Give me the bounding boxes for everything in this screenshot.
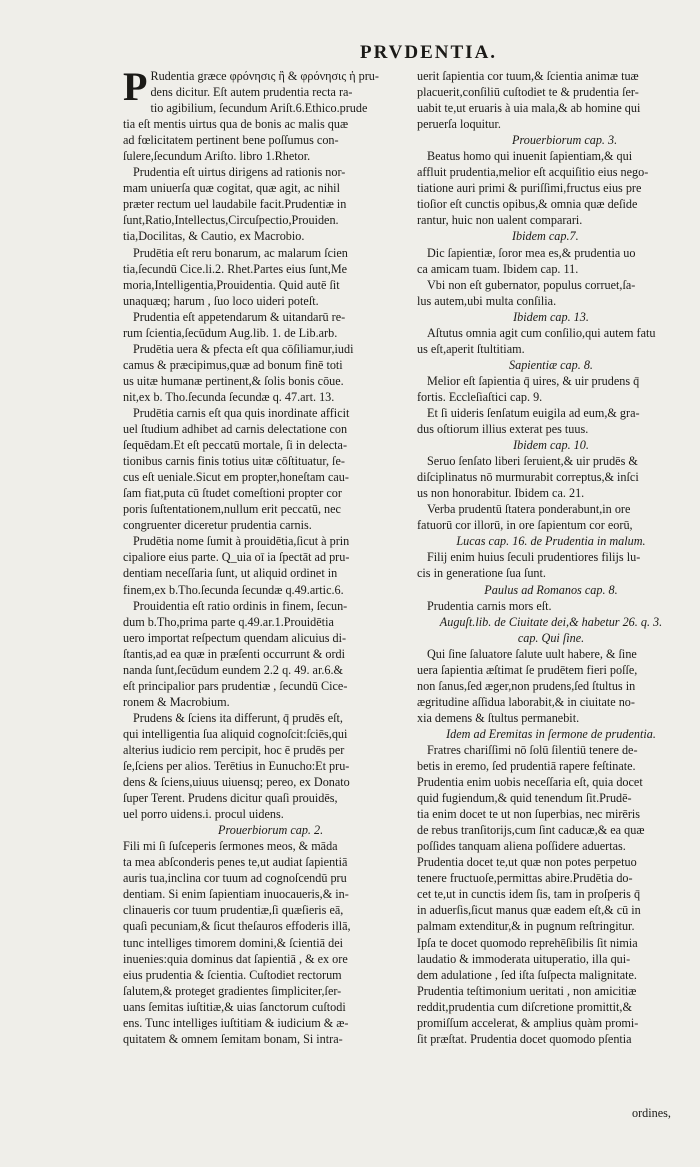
left-column <box>123 68 398 1047</box>
text-line: Fili mi ſi ſuſceperis ſermones meos, & māda <box>123 839 338 854</box>
text-line: eſt principalior pars prudentiæ , ſecundū Cice- <box>123 678 348 693</box>
text-line: tia eſt mentis uirtus qua de bonis ac malis quæ <box>123 117 349 132</box>
text-line: Prudētia carnis eſt qua quis inordinate afficit <box>133 405 350 420</box>
text-line: cet te,ut in cunctis idem ſis, tam in proſperis q̄ <box>417 887 641 902</box>
text-line: promiſſum accelerat, & amplius quàm promi- <box>417 1015 639 1030</box>
text-line: ſam fiat,puta cū ſtudet comeſtioni propter cor <box>123 486 342 501</box>
section-heading: Auguſt.lib. de Ciuitate dei,& habetur 26. q. 3. <box>439 614 663 629</box>
text-line: laudatio & immoderata uituperatio, illa qui- <box>417 951 631 966</box>
text-line: finem,ex b.Tho.ſecunda ſecundæ q.49.artic.6. <box>123 582 344 597</box>
text-line: unaquæq; harum , ſuo loco uideri poteſt. <box>123 293 319 308</box>
text-line: nanda ſunt,ſecūdum eundem 2.2 q. 49. ar.6.& <box>123 662 344 677</box>
catchword: ordines, <box>632 1106 671 1120</box>
text-line: cis in generatione ſua ſunt. <box>417 566 546 581</box>
text-line: ſuper Terent. Prudens dicitur quaſi prouidēs, <box>123 791 338 806</box>
text-line: Prudentia docet te,ut quæ non potes perpetuo <box>417 855 637 870</box>
text-line: Rudentia græce φρόνησις ἢ & φρόνησις ἡ pru- <box>150 69 379 83</box>
text-line: tia,Docilitas, & Cautio, ex Macrobio. <box>123 229 305 244</box>
text-line: ca amicam tuam. Ibidem cap. 11. <box>417 261 579 276</box>
text-line: ad fœlicitatem pertinent bene poſſumus con- <box>123 133 339 148</box>
text-line: inuenies:quia dominus dat ſapientiā , & ex ore <box>123 951 348 966</box>
text-line: tia enim docet te ut non ſuperbias, nec mirēris <box>417 807 641 822</box>
text-line: Verba prudentū ſtatera ponderabunt,in ore <box>427 502 631 517</box>
text-line: Prudentia teſtimonium ueritati , non amicitiæ <box>417 983 637 998</box>
text-line: Fratres chariſſimi nō ſolū ſilentiū tenere de- <box>427 742 638 757</box>
section-heading: Ibidem cap. 13. <box>513 309 589 324</box>
text-line: poris ſuſtentationem,nullum erit peccatū, nec <box>123 502 341 517</box>
running-head: PRVDENTIA. <box>360 42 498 63</box>
text-line: lus autem,ubi multa conſilia. <box>417 293 557 308</box>
text-line: camus & præcipimus,quæ ad bonum finē toti <box>123 357 343 372</box>
text-line: Prouidentia eſt ratio ordinis in finem, ſecun- <box>133 598 348 613</box>
text-line: ta mea abſconderis penes te,ut audiat ſapientiā <box>123 855 348 870</box>
text-line: Prudentia carnis mors eſt. <box>427 598 552 613</box>
section-heading: Ibidem cap.7. <box>512 229 579 244</box>
text-line: peruerſa loquitur. <box>417 117 501 132</box>
text-line: Prudentia eſt uirtus dirigens ad rationis nor- <box>133 165 346 180</box>
text-line: tioſior eſt cunctis opibus,& omnia quæ deſide <box>417 197 638 212</box>
section-heading: Ibidem cap. 10. <box>513 438 589 453</box>
text-line: us uitæ humanæ pertinent,& ſolis bonis cōue. <box>123 373 344 388</box>
text-line: non ſanus,ſed æger,non prudens,ſed ſtultus in <box>417 678 636 693</box>
text-line: tia,ſecundū Cice.li.2. Rhet.Partes eius ſunt,Me <box>123 261 348 276</box>
text-line: xia demens & ſtultus permanebit. <box>417 710 580 725</box>
text-line: uel porro uidens.i. procul uidens. <box>123 807 284 822</box>
text-line: uerit ſapientia cor tuum,& ſcientia animæ tuæ <box>417 69 639 83</box>
text-line: ens. Tunc intelliges iuſtitiam & iudicium & æ- <box>123 1015 349 1030</box>
text-line: rantur, huic non ualent comparari. <box>417 213 583 228</box>
text-line: ſtantis,ad ea quæ in præſenti occurrunt & ordi <box>123 646 346 661</box>
text-line: dem adulatione , ſed iſta ſuſpecta malignitate. <box>417 967 637 982</box>
text-line: us eſt,aperit ſtultitiam. <box>417 341 525 356</box>
text-line: quitatem & omnem ſemitam bonam, Si intra- <box>123 1031 343 1046</box>
text-line: qui intelligentia ſua aliquid cognoſcit:ſciēs,qui <box>123 726 348 741</box>
text-line: auris tua,inclina cor tuum ad cognoſcendū pru <box>123 871 347 886</box>
text-line: dentiam. Si enim ſapientiam inuocaueris,& in- <box>123 887 349 902</box>
text-line: Prudens & ſciens ita differunt, q̄ prudēs eſt, <box>133 710 343 725</box>
text-line: tenere fructuoſe,permittas abire.Prudētia do- <box>417 871 633 886</box>
text-line: tunc intelliges timorem domini,& ſcientiā dei <box>123 935 344 950</box>
text-line: præter rectum uel laudabile facit.Prudentiæ in <box>123 197 347 212</box>
text-line: betis in eremo, ſed prudentiā rapere feſtinate. <box>417 759 636 774</box>
text-line: Dic ſapientiæ, ſoror mea es,& prudentia uo <box>427 245 636 260</box>
section-heading: Sapientiæ cap. 8. <box>509 357 593 372</box>
text-line: Et ſi uideris ſenſatum euigila ad eum,& gra- <box>427 405 640 420</box>
text-line: palmam extenditur,& in pugnum reſtringitur. <box>417 919 635 934</box>
text-line: alterius iudicio rem percipit, hoc ē prudēs per <box>123 742 345 757</box>
text-line: fortis. Eccleſiaſtici cap. 9. <box>417 389 543 404</box>
text-line: ſe,ſciens per alios. Terētius in Eunucho:Et pru- <box>123 759 350 774</box>
text-line: Vbi non eſt gubernator, populus corruet,ſa- <box>427 277 636 292</box>
text-line: rum ſcientia,ſecūdum Aug.lib. 1. de Lib.arb. <box>123 325 338 340</box>
text-line: uans ſemitas iuſtitiæ,& uias ſanctorum cuſtodi <box>123 999 346 1014</box>
text-line: affluit prudentia,melior eſt acquiſitio eius nego- <box>417 165 649 180</box>
section-heading: Prouerbiorum cap. 2. <box>218 823 324 838</box>
text-line: Beatus homo qui inuenit ſapientiam,& qui <box>427 149 633 164</box>
text-line: diſciplinatus nō murmurabit correptus,& inſci <box>417 470 639 485</box>
text-line: us non honorabitur. Ibidem ca. 21. <box>417 486 585 501</box>
text-line: dentiam neceſſaria ſunt, ut aliquid ordinet in <box>123 566 338 581</box>
text-line: Prudētia nome ſumit à prouidētia,ſicut à prin <box>133 534 350 549</box>
text-line: moria,Intelligentia,Prouidentia. Quid autē ſit <box>123 277 340 292</box>
text-line: ſalutem,& proteget gradientes ſimpliciter,ſer- <box>123 983 342 998</box>
text-line: Prudētia uera & pfecta eſt qua cōſiliamur,iudi <box>133 341 354 356</box>
text-line: dens dicitur. Eſt autem prudentia recta ra- <box>150 85 353 100</box>
text-line: Filij enim huius ſeculi prudentiores filijs lu- <box>427 550 641 565</box>
text-line: eius prudentia & ſcientia. Cuſtodiet rectorum <box>123 967 342 982</box>
text-line: quid fugiendum,& quid tenendum ſit.Prudē- <box>417 791 632 806</box>
text-line: ſunt,Ratio,Intellectus,Circuſpectio,Prouiden. <box>123 213 339 228</box>
text-line: uabit te,ut eruaris à uia mala,& ab homine qui <box>417 101 641 116</box>
text-line: Seruo ſenſato liberi ſeruient,& uir prudēs & <box>427 454 638 469</box>
section-heading: cap. Qui ſine. <box>517 630 585 645</box>
text-line: dum b.Tho,prima parte q.49.ar.1.Prouidētia <box>123 614 334 629</box>
text-line: ſequēdam.Et eſt peccatū mortale, ſi in delecta- <box>123 438 348 453</box>
text-line: de rebus tranſitorijs,cum ſint caducæ,& ea quæ <box>417 823 645 838</box>
text-line: congruenter diceretur prudentia carnis. <box>123 518 312 533</box>
text-line: ronem & Macrobium. <box>123 694 230 709</box>
text-line: ſulere,ſecundum Ariſto. libro 1.Rhetor. <box>123 149 311 164</box>
text-line: Aſtutus omnia agit cum conſilio,qui autem fatu <box>427 325 656 340</box>
text-line: Prudētia eſt reru bonarum, ac malarum ſcien <box>133 245 348 260</box>
section-heading: Paulus ad Romanos cap. 8. <box>484 582 618 597</box>
section-heading: Prouerbiorum cap. 3. <box>512 133 618 148</box>
text-line: uero importat reſpectum quendam alicuius di- <box>123 630 347 645</box>
text-line: Qui ſine ſaluatore ſalute uult habere, & ſine <box>427 646 637 661</box>
text-line: ægritudine aſſidua laborabit,& in ciuitate no- <box>417 694 635 709</box>
text-line: cus eſt ueniale.Sicut em propter,honeſtam cau- <box>123 470 349 485</box>
text-line: uel ſtudium adhibet ad carnis delectatione con <box>123 422 348 437</box>
section-heading: Idem ad Eremitas in ſermone de prudentia. <box>446 726 656 741</box>
text-line: ſit præſtat. Prudentia docet quomodo pſentia <box>417 1031 632 1046</box>
text-line: dens & ſciens,uiuus uiuensq; pereo, ex Donato <box>123 775 350 790</box>
text-line: Prudentia enim uobis neceſſaria eſt, quia docet <box>417 775 643 790</box>
section-heading: Lucas cap. 16. de Prudentia in malum. <box>456 534 646 549</box>
text-line: tiatione auri primi & puriſſimi,fructus eius pre <box>417 181 642 196</box>
text-line: cipaliore eius parte. Q_uia oī ia ſpectāt ad pru- <box>123 550 350 565</box>
text-line: fatuorū cor illorū, in ore ſapientum cor eorū, <box>417 518 633 533</box>
text-line: Ipſa te docet quomodo reprehēſibilis ſit nimia <box>417 935 638 950</box>
text-line: uera ſapientia æſtimat ſe prudētem fieri poſſe, <box>417 662 638 677</box>
text-line: tio agibilium, ſecundum Ariſt.6.Ethico.prude <box>150 101 368 116</box>
right-column <box>417 68 685 1047</box>
text-line: Melior eſt ſapientia q̄ uires, & uir prudens q̄ <box>427 373 640 388</box>
drop-cap: P <box>123 68 148 109</box>
text-line: clinaueris cor tuum prudentiæ,ſi quæſieris eā, <box>123 903 344 918</box>
text-line: in aduerſis,ſicut manus quæ eadem eſt,& cū in <box>417 903 641 918</box>
text-line: placuerit,conſiliū cuſtodiet te & prudentia ſer- <box>417 85 639 100</box>
text-line: dus oſtiorum illius exterat pes tuus. <box>417 422 589 437</box>
text-line: reddit,prudentia cum diſcretione promittit,& <box>417 999 632 1014</box>
text-line: nit,ex b. Tho.ſecunda ſecundæ q. 47.art. 13. <box>123 389 335 404</box>
text-line: quaſi pecuniam,& ſicut theſauros effoderis illā, <box>123 919 351 934</box>
text-line: Prudentia eſt appetendarum & uitandarū re- <box>133 309 346 324</box>
text-line: mam uniuerſa quæ cogitat, quæ agit, ac nihil <box>123 181 340 196</box>
text-line: tionibus carnis finis totius uitæ cōſtituatur, ſe- <box>123 454 345 469</box>
text-line: poſſides tanquam aliena poſſidere aduertas. <box>417 839 626 854</box>
